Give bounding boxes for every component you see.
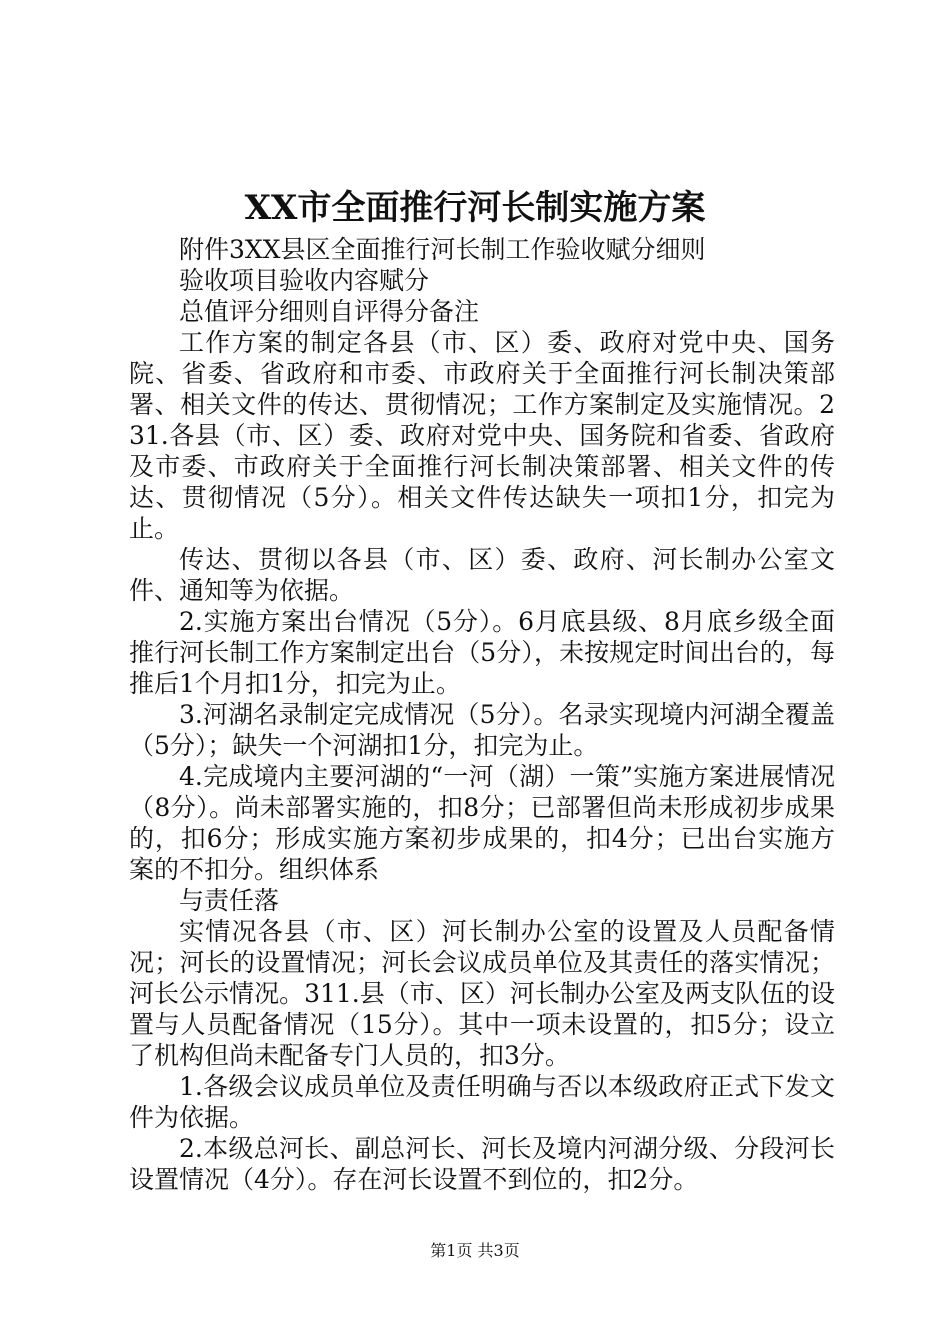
paragraph-responsibility: 与责任落 [179,886,280,915]
document-body [129,234,835,1195]
page-footer: 第1页 共3页 [430,1241,520,1260]
paragraph-attachment: 附件3XX县区全面推行河长制工作验收赋分细则 [179,235,706,264]
paragraph-work-plan: 工作方案的制定各县（市、区）委、政府对党中央、国务院、省委、省政府和市委、市政府关于全面推行河长制决策部署、相关文件的传达、贯彻情况；工作方案制定及实施情况。231.各县（市、区）委、政府对党中央、国务院和省委、省政府及市委、市政府关于全面推行河长制决策部署、相关文件的传达、贯彻情况（5分）。相关文件传达缺失一项扣1分，扣完为止。 [129,328,835,543]
paragraph-table-header-1: 验收项目验收内容赋分 [179,266,430,295]
paragraph-item-4: 4.完成境内主要河湖的“一河（湖）一策”实施方案进展情况（8分）。尚未部署实施的，扣8分；已部署但尚未形成初步成果的，扣6分；形成实施方案初步成果的，扣4分；已出台实施方案的不扣分。组织体系 [129,762,835,884]
paragraph-basis-1: 1.各级会议成员单位及责任明确与否以本级政府正式下发文件为依据。 [129,1072,835,1132]
paragraph-item-2: 2.实施方案出台情况（5分）。6月底县级、8月底乡级全面推行河长制工作方案制定出台（5分），未按规定时间出台的，每推后1个月扣1分，扣完为止。 [129,607,835,698]
paragraph-implementation: 实情况各县（市、区）河长制办公室的设置及人员配备情况；河长的设置情况；河长会议成员单位及其责任的落实情况；河长公示情况。311.县（市、区）河长制办公室及两支队伍的设置与人员配备情况（15分）。其中一项未设置的，扣5分；设立了机构但尚未配备专门人员的，扣3分。 [129,917,835,1070]
document-title: XX市全面推行河长制实施方案 [244,188,706,228]
paragraph-transmit: 传达、贯彻以各县（市、区）委、政府、河长制办公室文件、通知等为依据。 [129,545,835,605]
paragraph-table-header-2: 总值评分细则自评得分备注 [179,297,480,326]
paragraph-basis-2: 2.本级总河长、副总河长、河长及境内河湖分级、分段河长设置情况（4分）。存在河长设置不到位的，扣2分。 [129,1134,835,1194]
paragraph-item-3: 3.河湖名录制定完成情况（5分）。名录实现境内河湖全覆盖（5分）；缺失一个河湖扣1分，扣完为止。 [129,700,835,760]
